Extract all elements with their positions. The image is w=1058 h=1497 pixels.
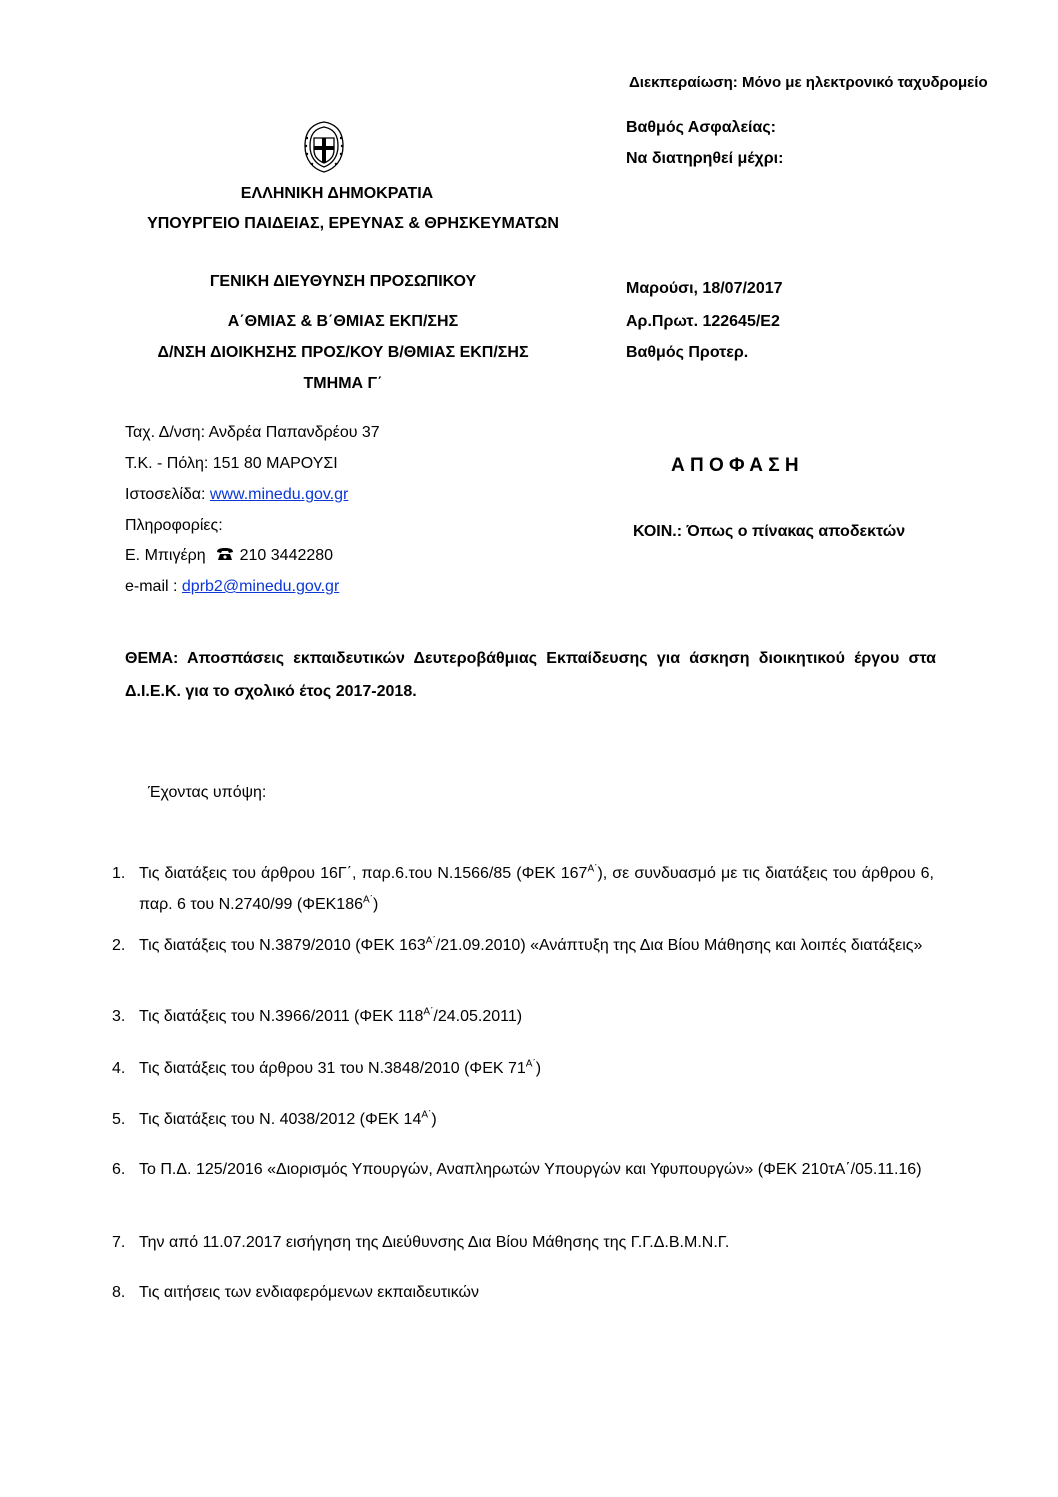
general-directorate: ΓΕΝΙΚΗ ΔΙΕΥΘΥΝΣΗ ΠΡΟΣΩΠΙΚΟΥ: [209, 273, 477, 290]
security-grade-label: Βαθμός Ασφαλείας:: [626, 119, 776, 136]
priority-grade: Βαθμός Προτερ.: [626, 344, 749, 361]
telephone-icon: [216, 547, 234, 561]
list-item-text: Τις διατάξεις του άρθρου 16Γ΄, παρ.6.του Ν.1566/85 (ΦΕΚ $167^{A΄}$), σε συνδυασμό με τις διατάξεις του άρθρου 6, παρ. 6 του Ν.2740/99 $(\Phi EK186^{A΄})$: [139, 863, 934, 913]
list-item-number: 8.: [112, 1284, 126, 1301]
postal-line: Τ.Κ. - Πόλη: 151 80 ΜΑΡΟΥΣΙ: [125, 455, 338, 472]
list-item-number: 2.: [112, 937, 126, 954]
list-item: [112, 1154, 934, 1185]
subject-label: ΘΕΜΑ:: [125, 650, 187, 667]
website-line: [125, 486, 348, 504]
list-item-text: Το Π.Δ. 125/2016 «Διορισμός Υπουργών, Αναπληρωτών Υπουργών και Υφυπουργών» (ΦΕΚ 210τΑ΄/05.11.16): [139, 1161, 922, 1178]
list-item: [112, 1227, 934, 1258]
contact-person-line: [125, 547, 333, 565]
list-item-text: Τις διατάξεις του Ν.3966/2011 (ΦΕΚ $118^{A΄}/24.05.2011$): [139, 1006, 523, 1025]
list-item-number: 6.: [112, 1161, 126, 1178]
list-item-text: Τις διατάξεις του Ν.3879/2010 (ΦΕΚ $163^{A΄}/21.09.2010$) «Ανάπτυξη της Δια Βίου Μάθησης και λοιπές διατάξεις»: [139, 935, 923, 954]
list-item-number: 5.: [112, 1111, 126, 1128]
list-item-number: 7.: [112, 1234, 126, 1251]
list-item-number: 1.: [112, 865, 126, 882]
list-item-text: Την από 11.07.2017 εισήγηση της Διεύθυνσης Δια Βίου Μάθησης της Γ.Γ.Δ.Β.Μ.Ν.Γ.: [139, 1234, 730, 1251]
department: ΤΜΗΜΑ Γ΄: [303, 375, 383, 392]
subject-paragraph: [125, 642, 936, 708]
list-item: [112, 1104, 934, 1135]
list-item: [112, 858, 934, 920]
website-label: Ιστοσελίδα:: [125, 486, 210, 503]
republic-heading: ΕΛΛΗΝΙΚΗ ΔΗΜΟΚΡΑΤΙΑ: [240, 185, 434, 202]
contact-person: Ε. Μπιγέρη: [125, 547, 206, 564]
address-line: Ταχ. Δ/νση: Ανδρέα Παπανδρέου 37: [125, 424, 380, 441]
education-levels: Α΄ΘΜΙΑΣ & Β΄ΘΜΙΑΣ ΕΚΠ/ΣΗΣ: [227, 313, 459, 330]
list-item: [112, 1053, 934, 1084]
list-item-text: Τις αιτήσεις των ενδιαφερόμενων εκπαιδευτικών: [139, 1284, 480, 1301]
subject-text: Αποσπάσεις εκπαιδευτικών Δευτεροβάθμιας Εκπαίδευσης για άσκηση διοικητικού έργου στα Δ.Ι.Ε.Κ. για το σχολικό έτος 2017-2018.: [125, 650, 936, 700]
list-item-text: Τις διατάξεις του Ν. 4038/2012 (ΦΕΚ $14^{A΄}$): [139, 1109, 437, 1128]
directorate: Δ/ΝΣΗ ΔΙΟΙΚΗΣΗΣ ΠΡΟΣ/ΚΟΥ Β/ΘΜΙΑΣ ΕΚΠ/ΣΗΣ: [157, 344, 529, 361]
keep-until-label: Να διατηρηθεί μέχρι:: [626, 150, 784, 167]
processing-note: Διεκπεραίωση: Μόνο με ηλεκτρονικό ταχυδρομείο: [629, 74, 988, 91]
list-item: [112, 1001, 934, 1032]
list-item-number: 3.: [112, 1008, 126, 1025]
protocol-number: Αρ.Πρωτ. 122645/Ε2: [626, 313, 780, 330]
recipients-note: ΚΟΙΝ.: Όπως ο πίνακας αποδεκτών: [633, 523, 906, 540]
list-item-text: Τις διατάξεις του άρθρου 31 του Ν.3848/2010 (ΦΕΚ $71^{A΄}$): [139, 1058, 542, 1077]
website-link[interactable]: www.minedu.gov.gr: [209, 486, 349, 503]
place-date: Μαρούσι, 18/07/2017: [626, 280, 783, 297]
email-label: e-mail :: [125, 578, 182, 595]
info-label: Πληροφορίες:: [125, 517, 223, 534]
list-item-number: 4.: [112, 1060, 126, 1077]
considering-heading: Έχοντας υπόψη:: [148, 784, 267, 801]
email-link[interactable]: dprb2@minedu.gov.gr: [181, 578, 340, 595]
greek-emblem-icon: [301, 118, 347, 174]
list-item: [112, 1277, 934, 1308]
contact-phone: 210 3442280: [239, 547, 334, 564]
decision-title: Α Π Ο Φ Α Σ Η: [671, 455, 799, 476]
ministry-heading: ΥΠΟΥΡΓΕΙΟ ΠΑΙΔΕΙΑΣ, ΕΡΕΥΝΑΣ & ΘΡΗΣΚΕΥΜΑΤΩΝ: [147, 215, 559, 232]
email-line: [125, 578, 339, 596]
list-item: [112, 930, 934, 961]
